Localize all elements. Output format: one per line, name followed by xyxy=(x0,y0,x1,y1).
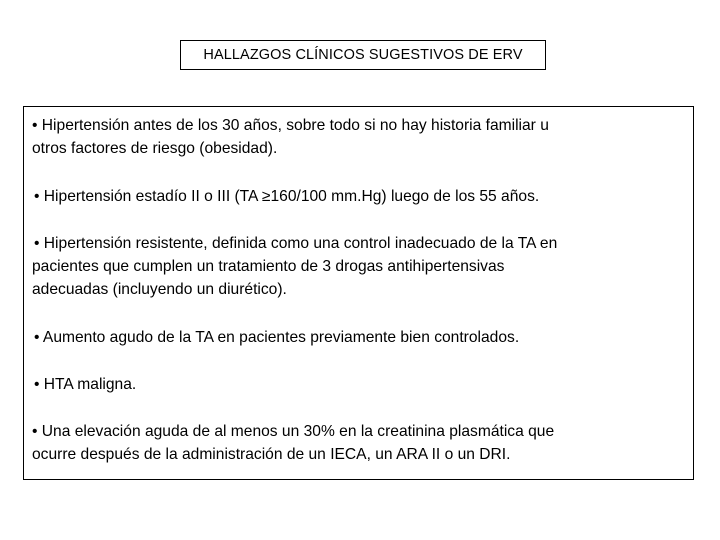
finding-item xyxy=(32,232,683,301)
finding-line: adecuadas (incluyendo un diurético). xyxy=(32,281,287,298)
findings-box xyxy=(23,106,694,480)
finding-item xyxy=(32,185,683,208)
finding-line: ocurre después de la administración de un IECA, un ARA II o un DRI. xyxy=(32,446,511,463)
finding-item xyxy=(32,114,683,160)
finding-item xyxy=(32,420,683,466)
finding-item xyxy=(32,326,683,349)
finding-line: • HTA maligna. xyxy=(34,376,137,393)
finding-item xyxy=(32,373,683,396)
finding-line: • Hipertensión estadío II o III (TA ≥160/100 mm.Hg) luego de los 55 años. xyxy=(34,188,540,205)
finding-line: pacientes que cumplen un tratamiento de 3 drogas antihipertensivas xyxy=(32,258,505,275)
finding-line: • Una elevación aguda de al menos un 30% en la creatinina plasmática que xyxy=(32,423,555,440)
title-text: HALLAZGOS CLÍNICOS SUGESTIVOS DE ERV xyxy=(203,47,523,63)
finding-line: • Aumento agudo de la TA en pacientes previamente bien controlados. xyxy=(34,329,520,346)
finding-line: otros factores de riesgo (obesidad). xyxy=(32,140,278,157)
page-title xyxy=(180,40,546,70)
finding-line: • Hipertensión antes de los 30 años, sobre todo si no hay historia familiar u xyxy=(32,117,549,134)
finding-line: • Hipertensión resistente, definida como una control inadecuado de la TA en xyxy=(34,235,558,252)
